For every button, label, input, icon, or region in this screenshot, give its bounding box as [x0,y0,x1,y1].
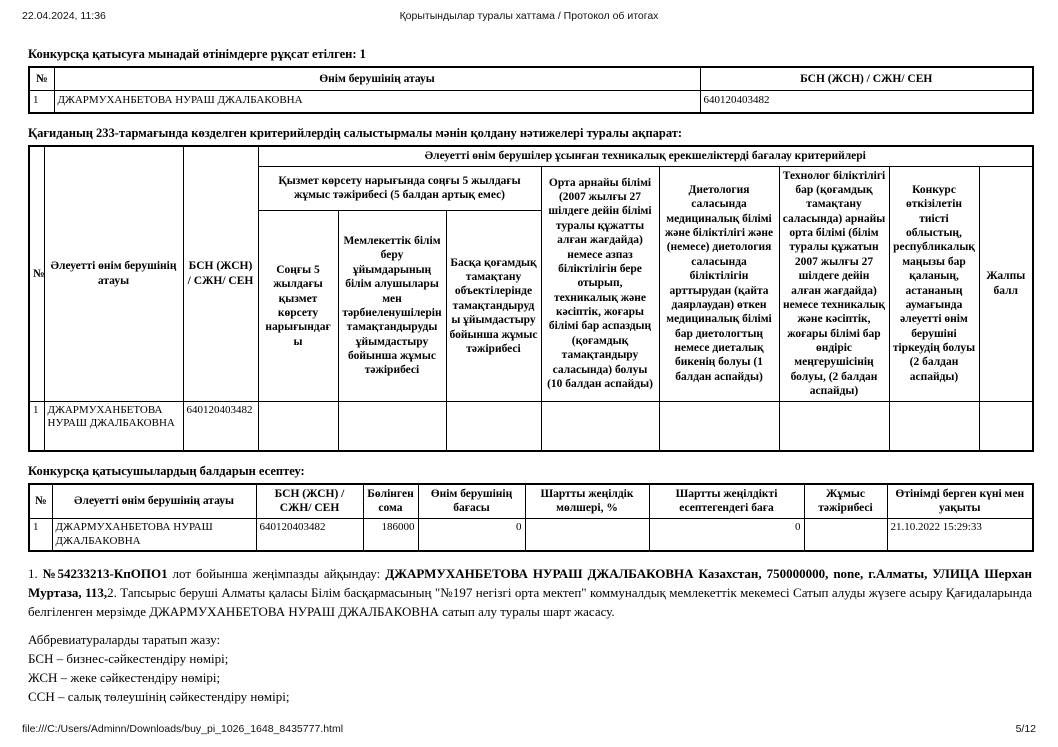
cell-allocated-sum: 186000 [363,518,418,551]
cell-score-7 [889,401,979,451]
table-row [29,90,1033,113]
table-header-row [29,484,1033,518]
print-header-title: Қорытындылар туралы хаттама / Протокол об итогах [399,10,659,22]
print-footer-file-url: file:///C:/Users/Adminn/Downloads/buy_pi_1026_1648_8435777.html [22,723,344,735]
section3-heading: Конкурсқа қатысушылардың балдарын есептеу: [28,464,305,478]
col-header-criteria-group: Әлеуетті өнім берушілер ұсынған техникалық ерекшеліктерді бағалау критерийлері [258,146,1033,166]
criteria-evaluation-table [28,145,1034,452]
cell-no: 1 [29,90,54,113]
col-header-no: № [29,146,44,401]
col-header-cook-education: Орта арнайы білімі (2007 жылғы 27 шілдеге дейін білімі туралы құжатты алған жағдайда) немесе азпаз біліктілігін бере отырып, техникалық және кәсіптік, жоғары білімі бар аспаздың (қоғамдық тамақтандыру саласында) болуы (10 балдан аспайды) [541,166,659,401]
col-header-supplier-name: Әлеуетті өнім берушінің атауы [52,484,256,518]
cell-score-2 [338,401,446,451]
col-header-price-with-discount: Шартты жеңілдікті есептегендегі баға [649,484,804,518]
col-header-supplier-name: Әлеуетті өнім берушінің атауы [44,146,183,401]
abbreviations-title: Аббревиатураларды таратып жазу: [28,632,221,648]
cell-supplier-name: ДЖАРМУХАНБЕТОВА НУРАШ ДЖАЛБАКОВНА [44,401,183,451]
cell-discount-percent [525,518,649,551]
cell-score-5 [659,401,779,451]
col-header-no: № [29,67,54,90]
col-header-dietology: Диетология саласында медициналық білімі және біліктілігі және (немесе) диетология саласында біліктілігін арттырудан (қайта даярлаудан) өткен медициналық білімі бар диетологтың немесе диеталық бикенің болуы (1 балдан аспайды) [659,166,779,401]
col-header-last5-market: Соңғы 5 жылдағы қызмет көрсету нарығындағы [258,211,338,401]
document-content [28,47,1032,706]
col-header-supplier-price: Өнім берушінің бағасы [418,484,525,518]
col-header-total-score: Жалпы балл [979,166,1033,401]
cell-bin: 640120403482 [183,401,258,451]
table-header-row [29,67,1033,90]
cell-score-3 [446,401,541,451]
col-header-work-experience: Жұмыс тәжірибесі [804,484,887,518]
cell-supplier-name: ДЖАРМУХАНБЕТОВА НУРАШ ДЖАЛБАКОВНА [52,518,256,551]
col-header-registration: Конкурс өткізілетін тиісті облыстың, республикалық маңызы бар қаланың, астананың аумағында әлеуетті өнім берушіні тіркеудің болуы (2 балдан аспайды) [889,166,979,401]
col-header-experience-group: Қызмет көрсету нарығында соңғы 5 жылдағы жұмыс тәжірибесі (5 балдан артық емес) [258,166,541,211]
cell-score-4 [541,401,659,451]
score-calculation-table [28,483,1034,552]
cell-score-1 [258,401,338,451]
cell-supplier-name: ДЖАРМУХАНБЕТОВА НУРАШ ДЖАЛБАКОВНА [54,90,700,113]
section2-heading: Қағиданың 233-тармағында көзделген критерийлердің салыстырмалы мәнін қолдану нәтижелері туралы ақпарат: [28,126,683,140]
col-header-bin: БСН (ЖСН) / СЖН/ СЕН [183,146,258,401]
print-header-datetime: 22.04.2024, 11:36 [22,10,106,22]
winner-determination-paragraph: 1. №54233213-КпОПО1 лот бойынша жеңімпазды айқындау: ДЖАРМУХАНБЕТОВА НУРАШ ДЖАЛБАКОВНА Казахстан, 750000000, none, г.Алматы, УЛИЦА Шерхан Муртаза, 113,2. Тапсырыс беруші Алматы қаласы Білім басқармасының "№197 негізгі орта мектеп" коммуналдық мемлекеттік мекемесі Сатып алуды жүзеге асыру Қағидаларында белгіленген мерзімде ДЖАРМУХАНБЕТОВА НУРАШ ДЖАЛБАКОВНА сатып алу туралы шарт жасасу. [28,566,1032,620]
admitted-applications-table [28,66,1034,114]
cell-submitted-datetime: 21.10.2022 15:29:33 [887,518,1033,551]
cell-bin: 640120403482 [700,90,1033,113]
abbreviation-ssn: ССН – салық төлеушінің сәйкестендіру нөмірі; [28,689,290,705]
cell-no: 1 [29,401,44,451]
table-header-row-1 [29,146,1033,166]
cell-score-6 [779,401,889,451]
col-header-technologist: Технолог біліктілігі бар (қоғамдық тамақтану саласында) арнайы орта білімі (білім туралы құжатын 2007 жылғы 27 шілдеге дейін алған жағдайда) немесе техникалық және кәсіптік, жоғары білімі бар өндіріс меңгерушісінің болуы, (2 балдан аспайды) [779,166,889,401]
col-header-no: № [29,484,52,518]
col-header-supplier-name: Өнім берушінің атауы [54,67,700,90]
print-footer-page-indicator: 5/12 [1015,723,1036,735]
cell-work-experience [804,518,887,551]
col-header-state-education-catering: Мемлекеттік білім беру ұйымдарының білім алушылары мен тәрбиеленушілерін тамақтандыруды ұйымдастыру бойынша жұмыс тәжірибесі [338,211,446,401]
col-header-other-public-catering: Басқа қоғамдық тамақтану объектілерінде тамақтандыруды ұйымдастыру бойынша жұмыс тәжірибесі [446,211,541,401]
section1-heading: Конкурсқа қатысуға мынадай өтінімдерге рұқсат етілген: 1 [28,47,366,61]
abbreviations-block [28,630,1032,706]
col-header-allocated-sum: Бөлінген сома [363,484,418,518]
col-header-bin: БСН (ЖСН) / СЖН/ СЕН [700,67,1033,90]
col-header-discount-percent: Шартты жеңілдік мөлшері, % [525,484,649,518]
col-header-bin: БСН (ЖСН) / СЖН/ СЕН [256,484,363,518]
table-row [29,518,1033,551]
cell-total-score [979,401,1033,451]
table-row [29,401,1033,451]
cell-no: 1 [29,518,52,551]
cell-price-with-discount: 0 [649,518,804,551]
cell-bin: 640120403482 [256,518,363,551]
abbreviation-zhsn: ЖСН – жеке сәйкестендіру нөмірі; [28,670,221,686]
cell-supplier-price: 0 [418,518,525,551]
col-header-submitted-datetime: Өтінімді берген күні мен уақыты [887,484,1033,518]
abbreviation-bsn: БСН – бизнес-сәйкестендіру нөмірі; [28,651,229,667]
